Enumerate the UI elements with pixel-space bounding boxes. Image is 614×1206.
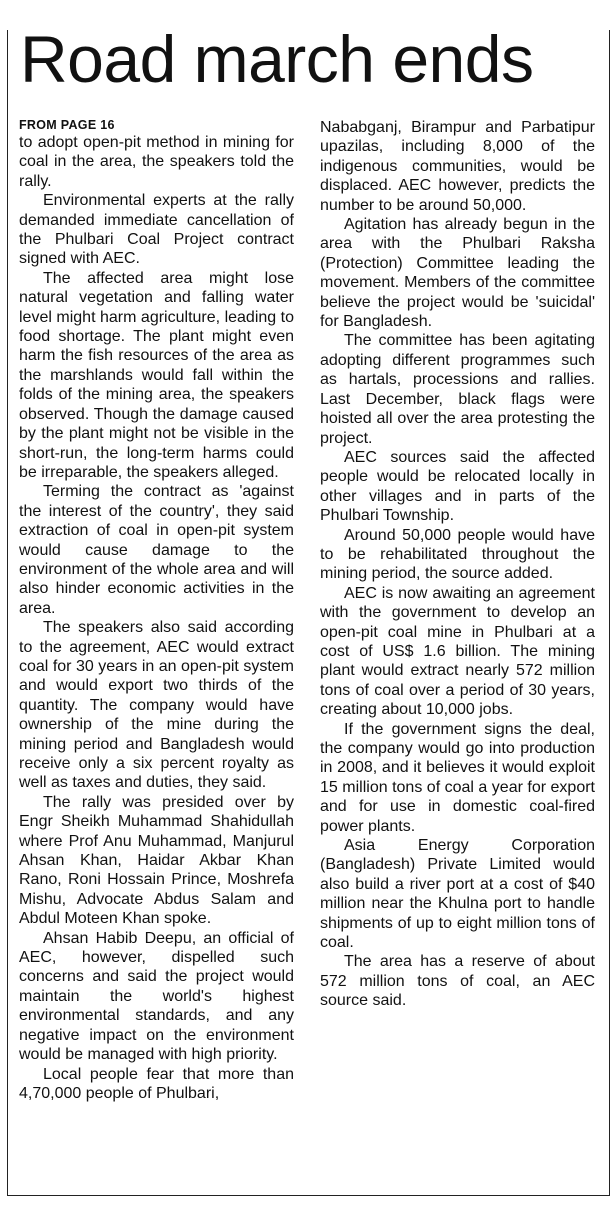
article-column-2 [320,118,595,1011]
paragraph: to adopt open-pit method in mining for coal in the area, the speakers told the rally. [19,134,294,190]
paragraph: Nababganj, Birampur and Parbatipur upazilas, including 8,000 of the indigenous communities, would be displaced. AEC however, predicts the number to be around 50,000. [320,119,595,214]
paragraph: Agitation has already begun in the area with the Phulbari Raksha (Protection) Committee leading the movement. Members of the committee believe the project would be 'suicidal' for Bangladesh. [320,216,595,331]
paragraph: The speakers also said according to the agreement, AEC would extract coal for 30 years in an open-pit system and would export two thirds of the quantity. The company would have ownership of the mine during the mining period and Bangladesh would receive only a six percent royalty as well as taxes and duties, they said. [19,619,294,792]
paragraph: Ahsan Habib Deepu, an official of AEC, however, dispelled such concerns and said the project would maintain the world's highest environmental standards, and any negative impact on the environment would be managed with high priority. [19,929,294,1064]
paragraph: Asia Energy Corporation (Bangladesh) Private Limited would also build a river port at a cost of $40 million near the Khulna port to handle shipments of up to eight million tons of coal. [320,837,595,952]
column-rule-right [609,30,610,1195]
headline: Road march ends [20,22,534,96]
paragraph: If the government signs the deal, the company would go into production in 2008, and it believes it would exploit 15 million tons of coal a year for export and for use in domestic coal-fired power plants. [320,720,595,835]
paragraph: Terming the contract as 'against the interest of the country', they said extraction of coal in open-pit system would cause damage to the environment of the whole area and will also hinder economic activities in the area. [19,483,294,617]
paragraph: Around 50,000 people would have to be rehabilitated throughout the mining period, the source added. [320,526,595,583]
article-column-1 [19,118,294,1103]
paragraph: The rally was presided over by Engr Sheikh Muhammad Shahidullah where Prof Anu Muhammad, Manjurul Ahsan Khan, Haidar Akbar Khan Rano, Roni Hossain Prince, Moshrefa Mishu, Advocate Abdus Salam and Abdul Moteen Khan spoke. [19,793,294,928]
paragraph: The area has a reserve of about 572 million tons of coal, an AEC source said. [320,953,595,1010]
paragraph: The affected area might lose natural vegetation and falling water level might harm agriculture, leading to food shortage. The plant might even harm the fish resources of the area as the marshlands would fall within the folds of the mining area, the speakers observed. Though the damage caused by the plant might not be visible in the short-run, the long-term harms could be irreparable, the speakers alleged. [19,269,294,481]
paragraph: AEC is now awaiting an agreement with the government to develop an open-pit coal mine in Phulbari at a cost of US$ 1.6 billion. The mining plant would extract nearly 572 million tons of coal over a period of 30 years, creating about 10,000 jobs. [320,584,595,719]
paragraph: Local people fear that more than 4,70,000 people of Phulbari, [19,1065,294,1102]
paragraph: The committee has been agitating adopting different programmes such as hartals, processions and rallies. Last December, black flags were hoisted all over the area protesting the project. [320,332,595,447]
column-rule-left [7,30,8,1195]
paragraph: AEC sources said the affected people would be relocated locally in other villages and in parts of the Phulbari Township. [320,448,595,525]
continuation-kicker: FROM PAGE 16 [19,118,115,132]
bottom-rule [7,1195,610,1196]
paragraph: Environmental experts at the rally demanded immediate cancellation of the Phulbari Coal Project contract signed with AEC. [19,192,294,268]
